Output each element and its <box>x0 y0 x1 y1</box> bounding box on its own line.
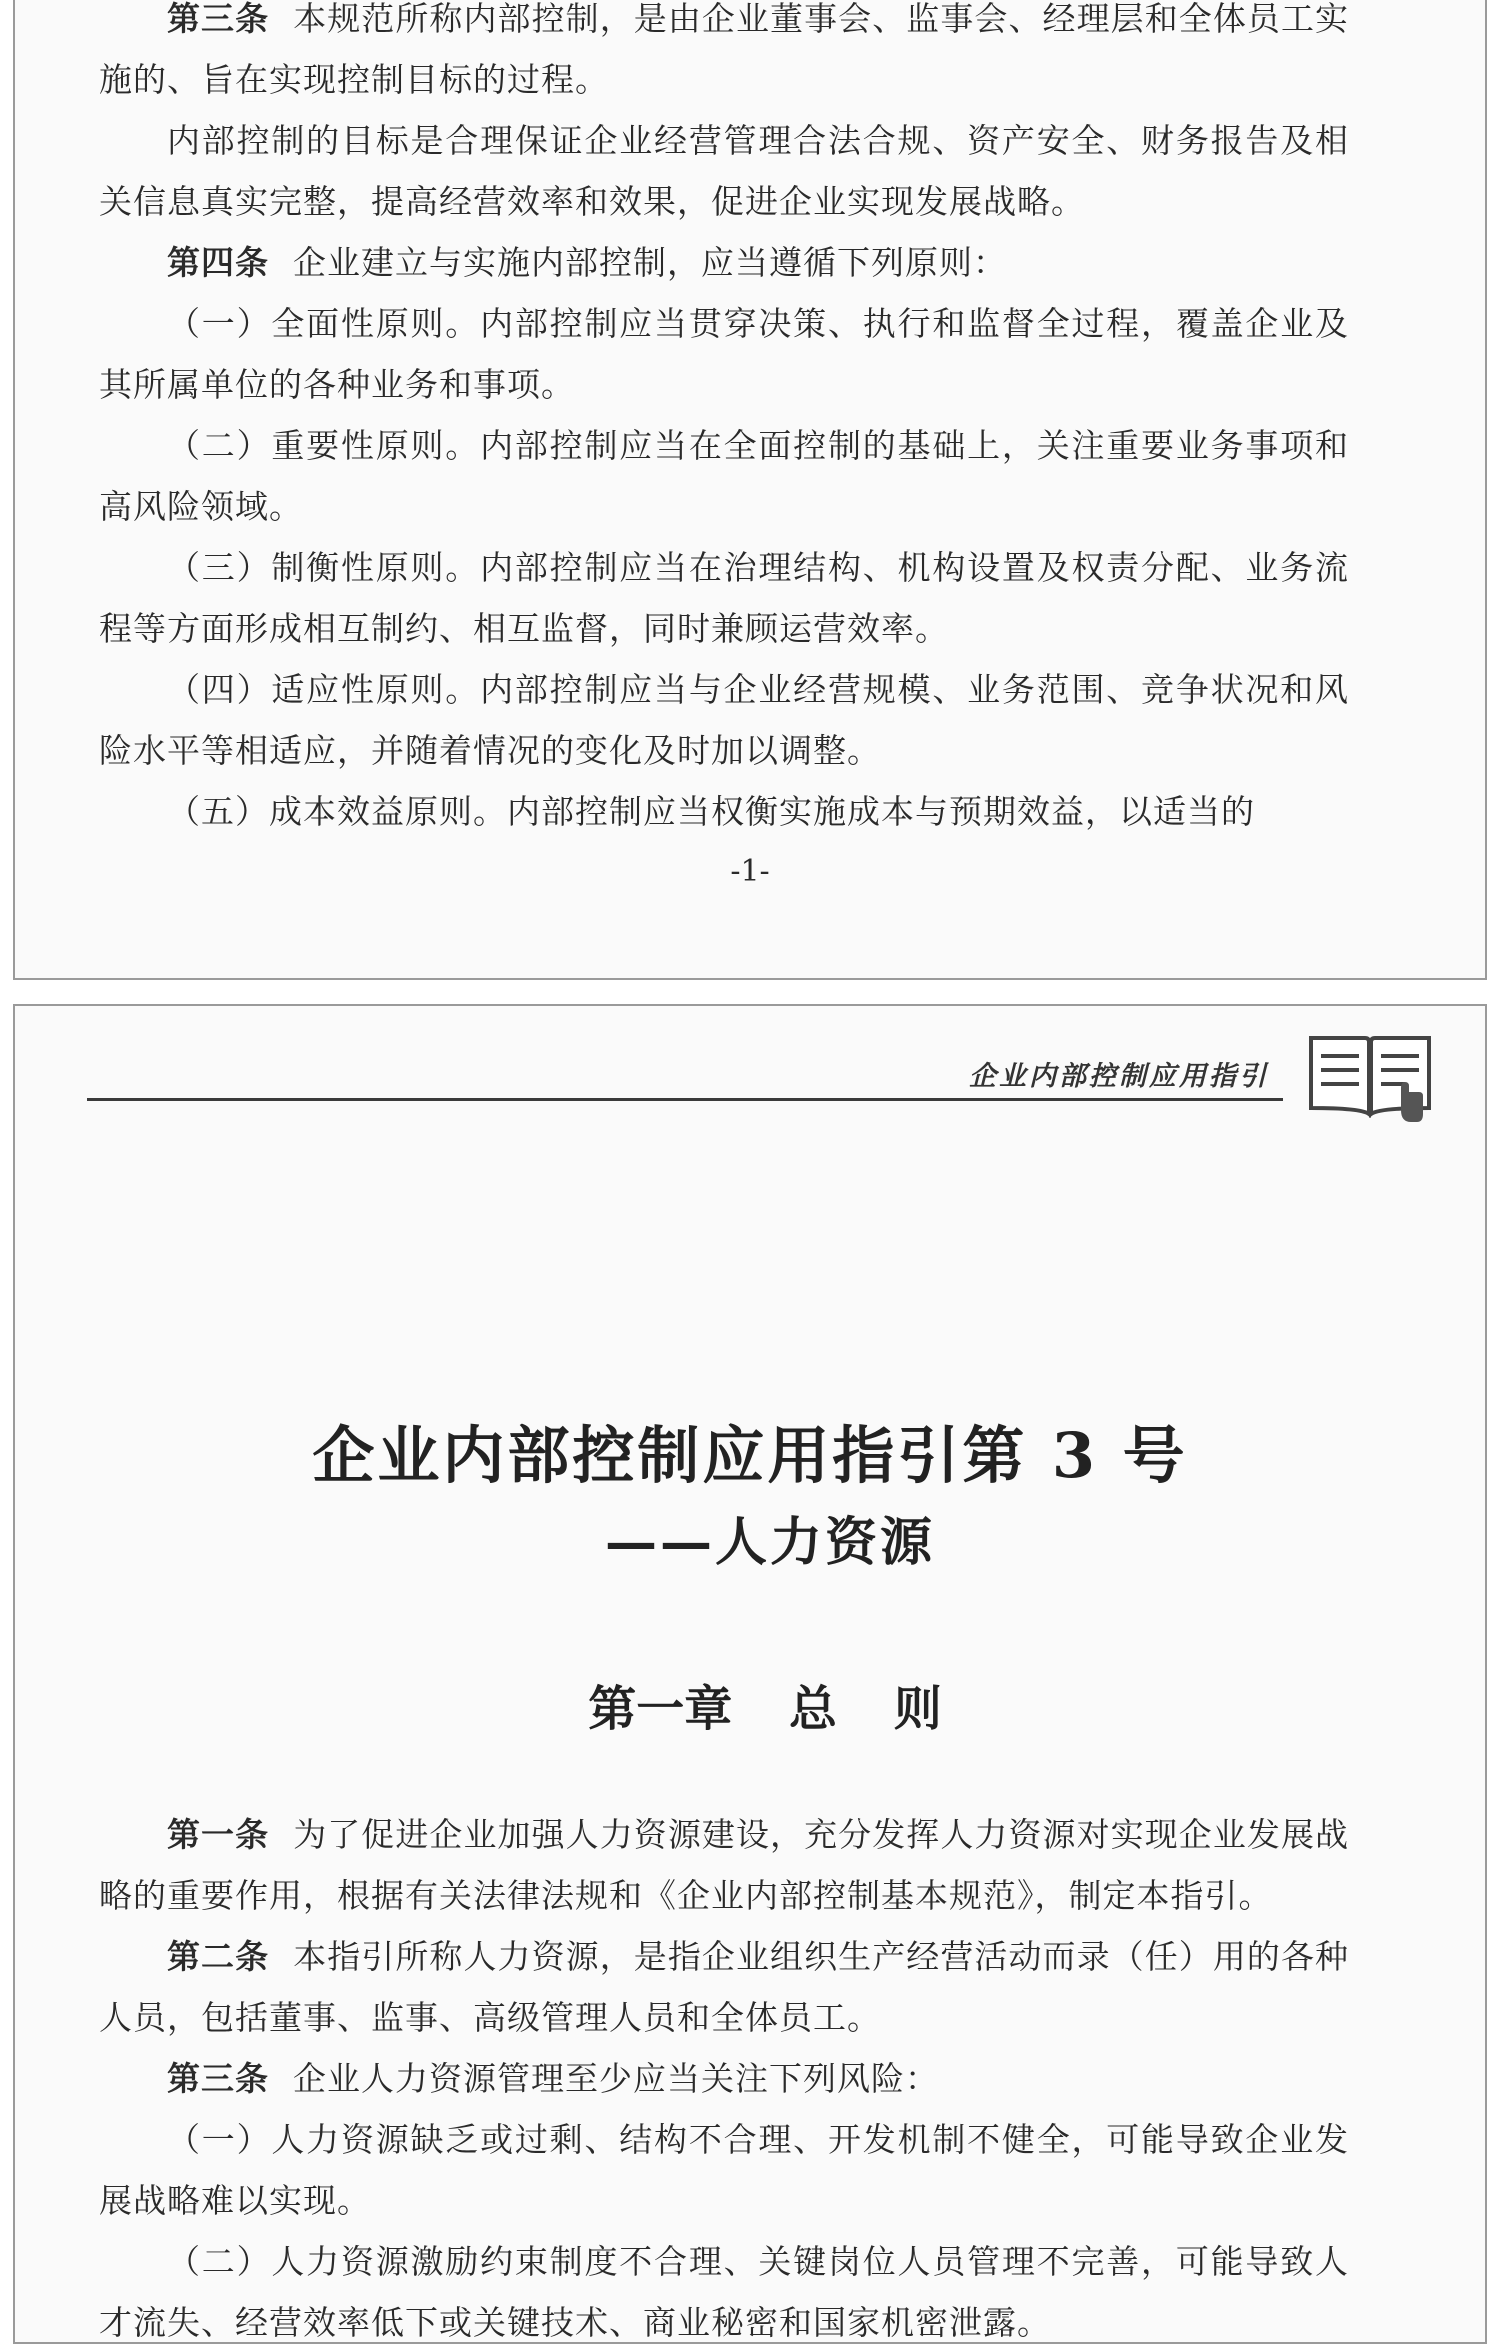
paragraph-text: 内部控制的目标是合理保证企业经营管理合法合规、资产安全、财务报告及相关信息真实完整，提高经营效率和效果，促进企业实现发展战略。 <box>99 121 1349 221</box>
document-page-2 <box>13 1004 1487 2344</box>
article-lead: 第三条 <box>167 0 270 38</box>
guideline-title: 企业内部控制应用指引第 3 号 <box>312 1419 1188 1492</box>
paragraph-text: 企业人力资源管理至少应当关注下列风险： <box>293 2059 939 2098</box>
paragraph-text: （三）制衡性原则。内部控制应当在治理结构、机构设置及权责分配、业务流程等方面形成相互制约、相互监督，同时兼顾运营效率。 <box>99 548 1349 648</box>
paragraph-text: （五）成本效益原则。内部控制应当权衡实施成本与预期效益，以适当的 <box>167 792 1255 831</box>
paragraph-objectives <box>99 110 1349 232</box>
guideline-subtitle: ——人力资源 <box>604 1512 935 1573</box>
paragraph-article-3 <box>99 0 1349 110</box>
paragraph-text: （四）适应性原则。内部控制应当与企业经营规模、业务范围、竞争状况和风险水平等相适应，并随着情况的变化及时加以调整。 <box>99 670 1349 770</box>
document-page-1 <box>13 0 1487 980</box>
header-rule <box>87 1098 1283 1101</box>
paragraph-risk-2 <box>99 2231 1349 2344</box>
paragraph-principle-3 <box>99 537 1349 659</box>
paragraph-text: （一）人力资源缺乏或过剩、结构不合理、开发机制不健全，可能导致企业发展战略难以实现。 <box>99 2120 1349 2220</box>
article-lead: 第二条 <box>167 1937 270 1976</box>
paragraph-text: 企业建立与实施内部控制，应当遵循下列原则： <box>293 243 1007 282</box>
paragraph-risk-1 <box>99 2109 1349 2231</box>
paragraph-text: （二）重要性原则。内部控制应当在全面控制的基础上，关注重要业务事项和高风险领域。 <box>99 426 1349 526</box>
paragraph-text: 本规范所称内部控制，是由企业董事会、监事会、经理层和全体员工实施的、旨在实现控制目标的过程。 <box>99 0 1350 99</box>
article-lead: 第四条 <box>167 243 269 282</box>
paragraph-principle-1 <box>99 293 1349 415</box>
running-header-title: 企业内部控制应用指引 <box>969 1061 1269 1092</box>
paragraph-article-3 <box>99 2048 1349 2109</box>
paragraph-text: （一）全面性原则。内部控制应当贯穿决策、执行和监督全过程，覆盖企业及其所属单位的各种业务和事项。 <box>99 304 1349 404</box>
paragraph-principle-2 <box>99 415 1349 537</box>
paragraph-principle-4 <box>99 659 1349 781</box>
paragraph-text: （二）人力资源激励约束制度不合理、关键岗位人员管理不完善，可能导致人才流失、经营效率低下或关键技术、商业秘密和国家机密泄露。 <box>99 2242 1349 2342</box>
chapter-heading: 第一章 总 则 <box>588 1681 942 1737</box>
paragraph-principle-5 <box>99 781 1349 842</box>
article-lead: 第一条 <box>167 1815 270 1854</box>
paragraph-text: 本指引所称人力资源，是指企业组织生产经营活动而录（任）用的各种人员，包括董事、监事、高级管理人员和全体员工。 <box>99 1937 1350 2037</box>
paragraph-article-4 <box>99 232 1349 293</box>
book-icon <box>1305 1028 1435 1128</box>
page-number: -1- <box>730 854 770 889</box>
paragraph-article-1 <box>99 1804 1349 1926</box>
article-lead: 第三条 <box>167 2059 269 2098</box>
paragraph-article-2 <box>99 1926 1349 2048</box>
paragraph-text: 为了促进企业加强人力资源建设，充分发挥人力资源对实现企业发展战略的重要作用，根据有关法律法规和《企业内部控制基本规范》，制定本指引。 <box>99 1815 1350 1915</box>
